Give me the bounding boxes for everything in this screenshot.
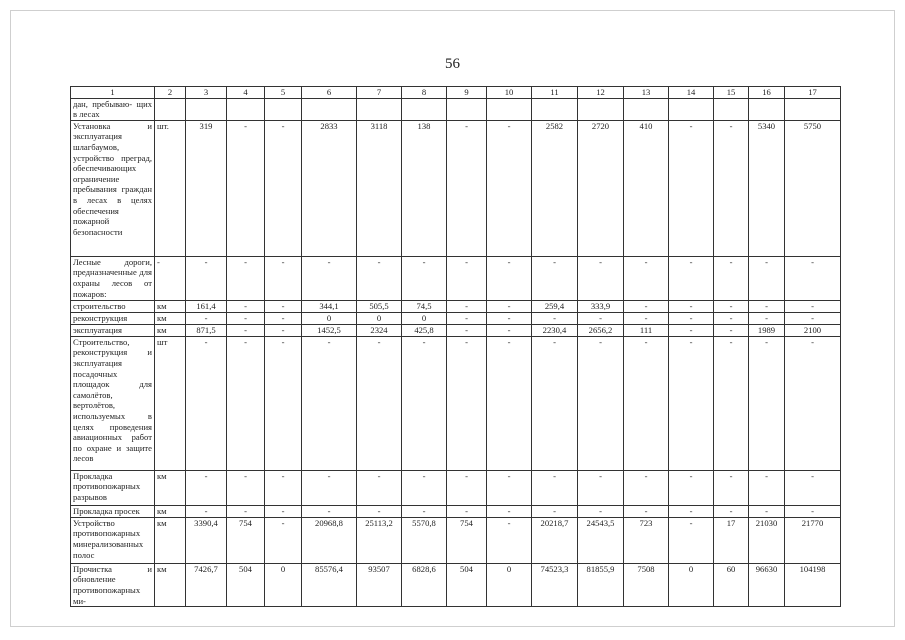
value-cell: 60	[714, 563, 749, 606]
value-cell	[357, 98, 402, 120]
value-cell	[785, 98, 841, 120]
table-row	[71, 300, 841, 312]
value-cell: -	[669, 470, 714, 505]
value-cell: 96630	[749, 563, 785, 606]
value-cell: 333,9	[578, 300, 624, 312]
value-cell: -	[714, 120, 749, 256]
value-cell: 81855,9	[578, 563, 624, 606]
value-cell: 74,5	[402, 300, 447, 312]
value-cell: -	[265, 120, 302, 256]
value-cell: 259,4	[532, 300, 578, 312]
value-cell: -	[447, 120, 487, 256]
value-cell: -	[402, 505, 447, 517]
value-cell: -	[265, 256, 302, 300]
value-cell: 2230,4	[532, 324, 578, 336]
value-cell: -	[578, 336, 624, 470]
value-cell	[532, 98, 578, 120]
value-cell: -	[186, 256, 227, 300]
value-cell: -	[669, 324, 714, 336]
value-cell: -	[669, 300, 714, 312]
value-cell	[447, 98, 487, 120]
value-cell: -	[487, 517, 532, 563]
value-cell: -	[447, 470, 487, 505]
value-cell: -	[785, 336, 841, 470]
value-cell: -	[669, 312, 714, 324]
value-cell: -	[785, 256, 841, 300]
header-row	[71, 87, 841, 99]
value-cell: -	[624, 336, 669, 470]
value-cell: -	[578, 256, 624, 300]
unit-cell: шт	[155, 336, 186, 470]
value-cell: -	[487, 505, 532, 517]
value-cell: 0	[265, 563, 302, 606]
value-cell: 505,5	[357, 300, 402, 312]
value-cell: -	[714, 300, 749, 312]
column-header: 16	[749, 87, 785, 99]
value-cell: -	[714, 312, 749, 324]
table-row	[71, 517, 841, 563]
value-cell: -	[447, 336, 487, 470]
value-cell: -	[227, 505, 265, 517]
value-cell: -	[669, 505, 714, 517]
value-cell: -	[749, 256, 785, 300]
column-header: 12	[578, 87, 624, 99]
table-row	[71, 336, 841, 470]
value-cell: 3118	[357, 120, 402, 256]
value-cell: -	[624, 300, 669, 312]
value-cell: -	[227, 256, 265, 300]
column-header: 6	[302, 87, 357, 99]
value-cell: -	[578, 470, 624, 505]
unit-cell: км	[155, 505, 186, 517]
value-cell: -	[487, 256, 532, 300]
value-cell: -	[447, 300, 487, 312]
value-cell	[265, 98, 302, 120]
value-cell: -	[302, 336, 357, 470]
row-label: Прокладка противопожарных разрывов	[71, 470, 155, 505]
value-cell: -	[227, 470, 265, 505]
value-cell: -	[714, 324, 749, 336]
column-header: 9	[447, 87, 487, 99]
value-cell: -	[302, 470, 357, 505]
value-cell	[186, 98, 227, 120]
value-cell: -	[749, 312, 785, 324]
table-row	[71, 256, 841, 300]
column-header: 15	[714, 87, 749, 99]
value-cell: -	[357, 256, 402, 300]
unit-cell: км	[155, 324, 186, 336]
unit-cell: км	[155, 312, 186, 324]
value-cell: -	[265, 324, 302, 336]
value-cell: -	[265, 517, 302, 563]
unit-cell: км	[155, 563, 186, 606]
value-cell: 5750	[785, 120, 841, 256]
value-cell	[714, 98, 749, 120]
value-cell: 93507	[357, 563, 402, 606]
value-cell: -	[265, 505, 302, 517]
unit-cell: км	[155, 517, 186, 563]
value-cell: -	[578, 312, 624, 324]
value-cell: -	[785, 470, 841, 505]
value-cell: -	[487, 470, 532, 505]
value-cell: 344,1	[302, 300, 357, 312]
value-cell: -	[447, 324, 487, 336]
value-cell: 17	[714, 517, 749, 563]
value-cell: -	[227, 312, 265, 324]
value-cell: -	[402, 470, 447, 505]
table-row	[71, 120, 841, 256]
value-cell: 7508	[624, 563, 669, 606]
value-cell: -	[487, 300, 532, 312]
value-cell: -	[785, 312, 841, 324]
value-cell: -	[578, 505, 624, 517]
value-cell: -	[532, 470, 578, 505]
value-cell	[487, 98, 532, 120]
row-label: Установка и эксплуатация шлагбаумов, устройство преград, обеспечивающих ограничение пребывания граждан в лесах в целях обеспечения пожарной безопасности	[71, 120, 155, 256]
table-body	[71, 98, 841, 607]
value-cell: -	[624, 312, 669, 324]
value-cell: 504	[447, 563, 487, 606]
value-cell: -	[186, 505, 227, 517]
value-cell: 161,4	[186, 300, 227, 312]
value-cell	[624, 98, 669, 120]
value-cell: -	[402, 256, 447, 300]
value-cell: -	[357, 470, 402, 505]
value-cell	[669, 98, 714, 120]
value-cell: 754	[447, 517, 487, 563]
value-cell: 0	[487, 563, 532, 606]
column-header: 13	[624, 87, 669, 99]
value-cell: 0	[302, 312, 357, 324]
value-cell: 111	[624, 324, 669, 336]
value-cell: -	[447, 505, 487, 517]
row-label: Устройство противопожарных минерализованных полос	[71, 517, 155, 563]
value-cell	[402, 98, 447, 120]
value-cell: 74523,3	[532, 563, 578, 606]
value-cell: 1989	[749, 324, 785, 336]
value-cell: 0	[402, 312, 447, 324]
column-header: 11	[532, 87, 578, 99]
value-cell: -	[624, 505, 669, 517]
value-cell: 2324	[357, 324, 402, 336]
value-cell: 5340	[749, 120, 785, 256]
value-cell: -	[357, 505, 402, 517]
table-row	[71, 98, 841, 120]
column-header: 14	[669, 87, 714, 99]
value-cell: -	[532, 256, 578, 300]
value-cell: 425,8	[402, 324, 447, 336]
value-cell: -	[714, 256, 749, 300]
row-label: дан, пребываю- щих в лесах	[71, 98, 155, 120]
value-cell: -	[785, 300, 841, 312]
value-cell: -	[714, 505, 749, 517]
row-label: Прочистка и обновление противопожарных ми-	[71, 563, 155, 606]
value-cell: 3390,4	[186, 517, 227, 563]
value-cell: 504	[227, 563, 265, 606]
value-cell: 2833	[302, 120, 357, 256]
value-cell: 0	[357, 312, 402, 324]
row-label: Лесные дороги, предназначенные для охраны лесов от пожаров:	[71, 256, 155, 300]
column-header: 1	[71, 87, 155, 99]
value-cell: 20218,7	[532, 517, 578, 563]
value-cell: -	[186, 470, 227, 505]
column-header: 10	[487, 87, 532, 99]
value-cell: -	[302, 505, 357, 517]
value-cell: 1452,5	[302, 324, 357, 336]
value-cell: -	[227, 336, 265, 470]
value-cell: 319	[186, 120, 227, 256]
value-cell: -	[669, 256, 714, 300]
column-header: 5	[265, 87, 302, 99]
column-header: 8	[402, 87, 447, 99]
value-cell: -	[749, 505, 785, 517]
value-cell: 6828,6	[402, 563, 447, 606]
value-cell: 0	[669, 563, 714, 606]
value-cell: -	[487, 324, 532, 336]
value-cell: -	[265, 336, 302, 470]
value-cell: -	[447, 312, 487, 324]
value-cell: 2100	[785, 324, 841, 336]
value-cell	[578, 98, 624, 120]
value-cell: -	[265, 312, 302, 324]
column-header: 7	[357, 87, 402, 99]
unit-cell: -	[155, 256, 186, 300]
value-cell: -	[487, 336, 532, 470]
data-table	[70, 86, 841, 607]
value-cell: -	[749, 300, 785, 312]
value-cell: 2582	[532, 120, 578, 256]
value-cell: -	[785, 505, 841, 517]
row-label: строительство	[71, 300, 155, 312]
value-cell: 85576,4	[302, 563, 357, 606]
row-label: реконструкция	[71, 312, 155, 324]
column-header: 4	[227, 87, 265, 99]
value-cell: -	[265, 470, 302, 505]
value-cell: 21770	[785, 517, 841, 563]
column-header: 17	[785, 87, 841, 99]
column-header: 2	[155, 87, 186, 99]
row-label: Прокладка просек	[71, 505, 155, 517]
page-number: 56	[445, 56, 460, 72]
value-cell: -	[532, 505, 578, 517]
value-cell: -	[447, 256, 487, 300]
value-cell: -	[714, 470, 749, 505]
value-cell: -	[186, 312, 227, 324]
value-cell: -	[624, 256, 669, 300]
value-cell: 754	[227, 517, 265, 563]
value-cell: -	[532, 312, 578, 324]
value-cell: -	[402, 336, 447, 470]
value-cell: -	[487, 312, 532, 324]
value-cell: 25113,2	[357, 517, 402, 563]
value-cell: -	[532, 336, 578, 470]
table-row	[71, 505, 841, 517]
value-cell	[227, 98, 265, 120]
value-cell: -	[227, 120, 265, 256]
value-cell: 138	[402, 120, 447, 256]
value-cell: 410	[624, 120, 669, 256]
table-row	[71, 470, 841, 505]
value-cell: -	[749, 336, 785, 470]
value-cell: 723	[624, 517, 669, 563]
value-cell: -	[227, 300, 265, 312]
value-cell: 20968,8	[302, 517, 357, 563]
value-cell: -	[624, 470, 669, 505]
value-cell: -	[669, 517, 714, 563]
value-cell	[749, 98, 785, 120]
column-header: 3	[186, 87, 227, 99]
value-cell: -	[749, 470, 785, 505]
value-cell: -	[714, 336, 749, 470]
table-row	[71, 312, 841, 324]
value-cell: -	[186, 336, 227, 470]
row-label: эксплуатация	[71, 324, 155, 336]
row-label: Строительство, реконструкция и эксплуатация посадочных площадок для самолётов, вертолётов, используемых в целях проведения авиационных работ по охране и защите лесов	[71, 336, 155, 470]
unit-cell	[155, 98, 186, 120]
table-row	[71, 563, 841, 606]
value-cell: 24543,5	[578, 517, 624, 563]
value-cell: -	[302, 256, 357, 300]
value-cell: 2656,2	[578, 324, 624, 336]
unit-cell: шт.	[155, 120, 186, 256]
value-cell: 5570,8	[402, 517, 447, 563]
value-cell: -	[357, 336, 402, 470]
value-cell: 7426,7	[186, 563, 227, 606]
value-cell: 2720	[578, 120, 624, 256]
value-cell: -	[265, 300, 302, 312]
unit-cell: км	[155, 470, 186, 505]
value-cell: -	[227, 324, 265, 336]
value-cell	[302, 98, 357, 120]
value-cell: -	[669, 120, 714, 256]
unit-cell: км	[155, 300, 186, 312]
table-row	[71, 324, 841, 336]
value-cell: 871,5	[186, 324, 227, 336]
value-cell: 104198	[785, 563, 841, 606]
value-cell: 21030	[749, 517, 785, 563]
value-cell: -	[669, 336, 714, 470]
value-cell: -	[487, 120, 532, 256]
